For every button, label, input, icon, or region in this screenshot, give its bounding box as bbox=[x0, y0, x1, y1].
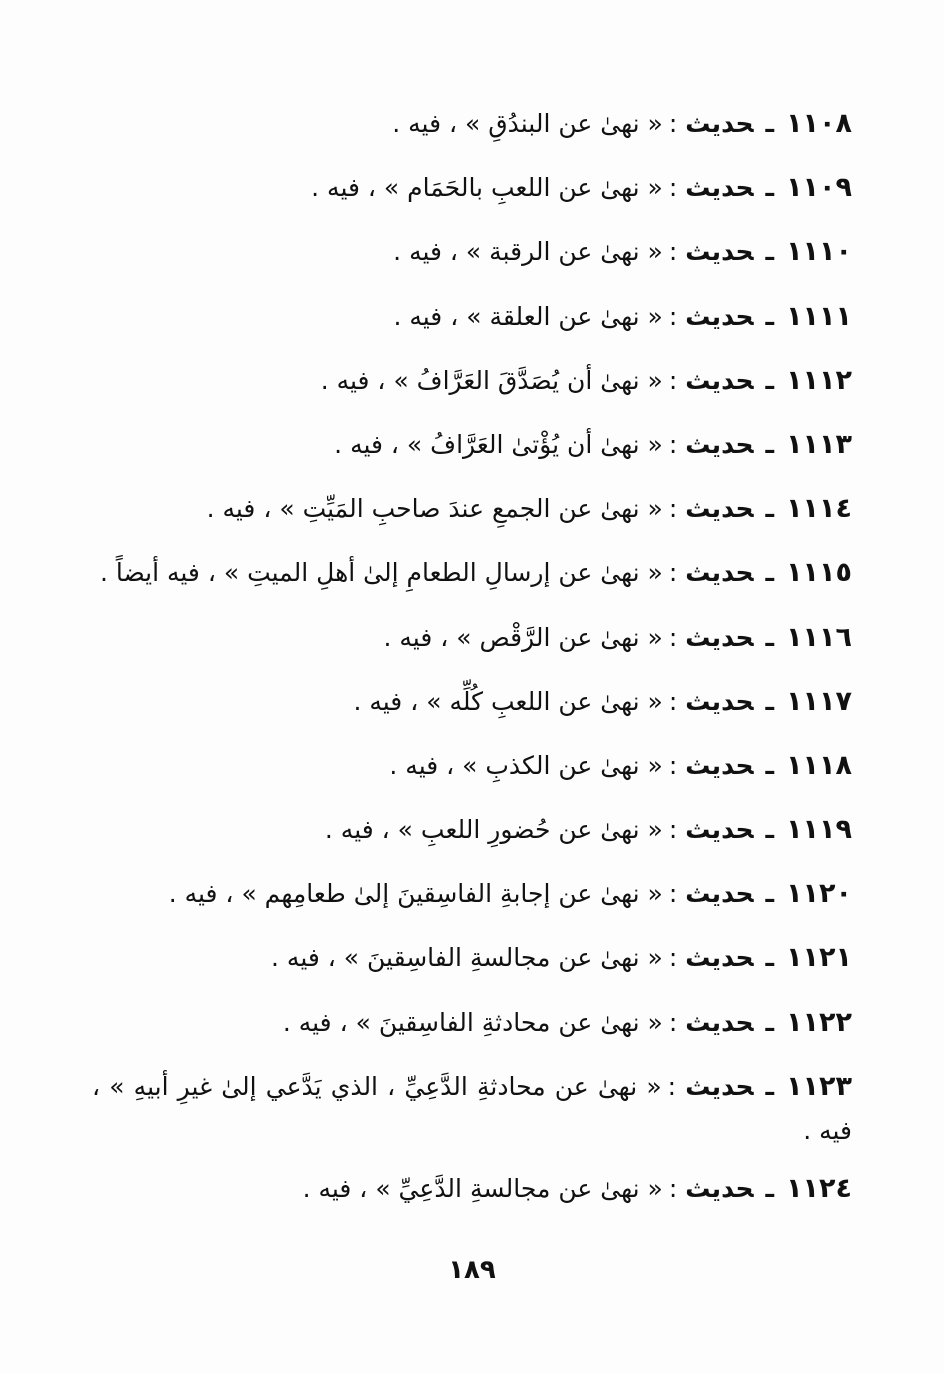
entry-text: « نهىٰ عن حُضورِ اللعبِ » ، فيه . bbox=[324, 815, 663, 845]
entry-number: ١١١٠ bbox=[786, 236, 852, 268]
entry-keyword: حديث bbox=[685, 237, 754, 267]
entry-number: ١١١٣ bbox=[786, 428, 852, 460]
entry-text: « نهىٰ أن يُؤْتىٰ العَرَّافُ » ، فيه . bbox=[334, 429, 663, 459]
entry-keyword: حديث bbox=[685, 301, 754, 331]
entry-text: « نهىٰ عن الرقبة » ، فيه . bbox=[393, 237, 663, 267]
list-item bbox=[92, 997, 852, 1061]
entry-number: ١١١٨ bbox=[786, 749, 852, 781]
entry-number: ١١١٩ bbox=[786, 814, 852, 846]
entry-keyword: حديث bbox=[685, 815, 754, 845]
entry-number: ١١٠٨ bbox=[786, 108, 852, 139]
entry-keyword: حديث bbox=[685, 109, 754, 138]
entry-dash: ـ bbox=[765, 943, 775, 973]
list-item bbox=[92, 547, 852, 611]
entry-dash: ـ bbox=[765, 494, 775, 524]
entry-dash: ـ bbox=[765, 301, 775, 331]
entry-colon: : bbox=[668, 879, 678, 909]
entry-keyword: حديث bbox=[685, 686, 754, 716]
entry-colon: : bbox=[668, 815, 678, 845]
entry-colon: : bbox=[668, 1007, 678, 1037]
entry-colon: : bbox=[668, 558, 678, 588]
entry-dash: ـ bbox=[765, 558, 775, 588]
list-item bbox=[92, 226, 852, 290]
entry-keyword: حديث bbox=[685, 879, 754, 909]
list-item bbox=[92, 419, 852, 483]
entry-text: « نهىٰ عن الكذبِ » ، فيه . bbox=[389, 750, 663, 780]
entry-number: ١١٢٤ bbox=[786, 1172, 852, 1204]
entry-dash: ـ bbox=[765, 109, 775, 138]
entry-number: ١١١٧ bbox=[786, 685, 852, 717]
entry-keyword: حديث bbox=[685, 558, 754, 588]
entry-colon: : bbox=[668, 173, 678, 203]
entry-dash: ـ bbox=[765, 237, 775, 267]
entry-text: « نهىٰ عن الجمعِ عندَ صاحبِ المَيِّتِ » ، فيه . bbox=[206, 494, 663, 524]
entry-keyword: حديث bbox=[685, 750, 754, 780]
entry-colon: : bbox=[668, 237, 678, 267]
entry-keyword: حديث bbox=[685, 943, 754, 973]
entry-colon: : bbox=[668, 429, 678, 459]
list-item bbox=[92, 162, 852, 226]
list-item bbox=[92, 1061, 852, 1153]
entry-keyword: حديث bbox=[685, 173, 754, 203]
entry-dash: ـ bbox=[765, 750, 775, 780]
entry-number: ١١١٥ bbox=[786, 557, 852, 589]
list-item bbox=[92, 291, 852, 355]
list-item bbox=[92, 804, 852, 868]
entry-dash: ـ bbox=[765, 1007, 775, 1037]
entry-text: « نهىٰ عن العلقة » ، فيه . bbox=[393, 301, 663, 331]
entry-colon: : bbox=[668, 1173, 678, 1203]
entry-text: « نهىٰ عن اللعبِ كُلِّه » ، فيه . bbox=[353, 686, 663, 716]
entry-keyword: حديث bbox=[685, 494, 754, 524]
hadith-list bbox=[92, 98, 852, 1227]
entry-colon: : bbox=[668, 109, 678, 138]
entry-keyword: حديث bbox=[685, 365, 754, 395]
entry-number: ١١٠٩ bbox=[786, 172, 852, 204]
entry-text: « نهىٰ عن مجالسةِ الفاسِقينَ » ، فيه . bbox=[271, 943, 663, 973]
entry-dash: ـ bbox=[765, 686, 775, 716]
entry-dash: ـ bbox=[765, 173, 775, 203]
entry-dash: ـ bbox=[765, 365, 775, 395]
entry-number: ١١١٦ bbox=[786, 621, 852, 653]
list-item bbox=[92, 355, 852, 419]
entry-number: ١١١٢ bbox=[786, 364, 852, 396]
list-item bbox=[92, 868, 852, 932]
entry-colon: : bbox=[667, 1071, 677, 1101]
entry-number: ١١١٤ bbox=[786, 493, 852, 525]
list-item bbox=[92, 932, 852, 996]
entry-number: ١١١١ bbox=[786, 300, 852, 332]
entry-colon: : bbox=[668, 365, 678, 395]
entry-keyword: حديث bbox=[685, 622, 754, 652]
entry-colon: : bbox=[668, 943, 678, 973]
entry-number: ١١٢٣ bbox=[786, 1070, 852, 1102]
entry-dash: ـ bbox=[765, 622, 775, 652]
entry-number: ١١٢١ bbox=[786, 942, 852, 974]
list-item bbox=[92, 676, 852, 740]
list-item bbox=[92, 483, 852, 547]
entry-text: « نهىٰ عن اللعبِ بالحَمَام » ، فيه . bbox=[311, 173, 663, 203]
entry-keyword: حديث bbox=[685, 1007, 754, 1037]
entry-text: « نهىٰ أن يُصَدَّقَ العَرَّافُ » ، فيه . bbox=[320, 365, 663, 395]
entry-colon: : bbox=[668, 622, 678, 652]
entry-text: « نهىٰ عن البندُقِ » ، فيه . bbox=[392, 109, 663, 138]
entry-text: « نهىٰ عن الرَّقْص » ، فيه . bbox=[383, 622, 663, 652]
entry-dash: ـ bbox=[765, 879, 775, 909]
entry-text: « نهىٰ عن إرسالِ الطعامِ إلىٰ أهلِ الميتِ » ، فيه أيضاً . bbox=[99, 558, 663, 588]
entry-dash: ـ bbox=[765, 429, 775, 459]
entry-colon: : bbox=[668, 750, 678, 780]
entry-number: ١١٢٠ bbox=[786, 878, 852, 910]
entry-dash: ـ bbox=[765, 815, 775, 845]
entry-keyword: حديث bbox=[685, 1173, 754, 1203]
entry-text: « نهىٰ عن محادثةِ الفاسِقينَ » ، فيه . bbox=[282, 1007, 663, 1037]
entry-dash: ـ bbox=[765, 1071, 775, 1101]
list-item bbox=[92, 740, 852, 804]
entry-text: « نهىٰ عن محادثةِ الدَّعِيِّ ، الذي يَدَّعي إلىٰ غيرِ أبيهِ » ، فيه . bbox=[92, 1071, 852, 1145]
entry-keyword: حديث bbox=[685, 429, 754, 459]
entry-colon: : bbox=[668, 494, 678, 524]
entry-colon: : bbox=[668, 301, 678, 331]
page-number: ١٨٩ bbox=[448, 1255, 496, 1285]
entry-dash: ـ bbox=[765, 1173, 775, 1203]
entry-text: « نهىٰ عن إجابةِ الفاسِقينَ إلىٰ طعامِهم » ، فيه . bbox=[168, 879, 663, 909]
list-item bbox=[92, 98, 852, 162]
entry-text: « نهىٰ عن مجالسةِ الدَّعِيِّ » ، فيه . bbox=[302, 1173, 663, 1203]
entry-number: ١١٢٢ bbox=[786, 1006, 852, 1038]
list-item bbox=[92, 612, 852, 676]
list-item bbox=[92, 1163, 852, 1227]
entry-keyword: حديث bbox=[685, 1071, 754, 1101]
entry-colon: : bbox=[668, 686, 678, 716]
